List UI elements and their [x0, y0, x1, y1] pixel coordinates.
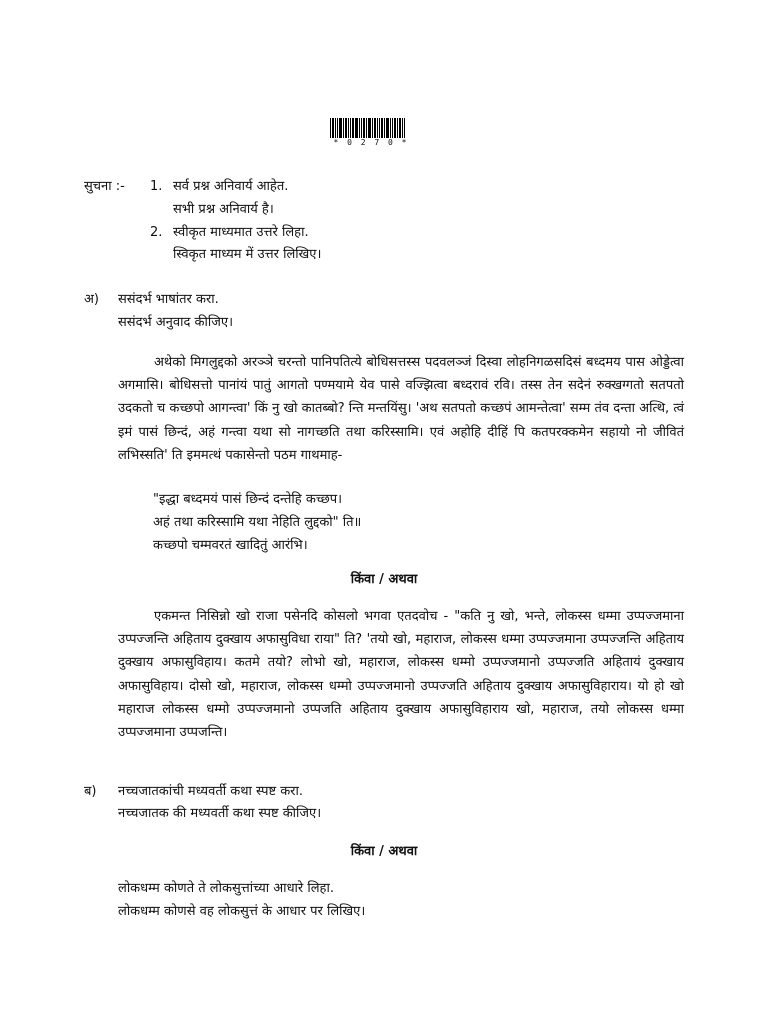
instruction-1-number: 1. — [150, 179, 163, 194]
pali-passage-2: एकमन्त निसिन्नो खो राजा पसेनदि कोसलो भगवा एतदवोच - "कति नु खो, भन्ते, लोकस्स धम्मा उप्पज्जमाना उप्पज्जन्ति अहिताय दुक्खाय अफासुविधा राया" ति? 'तयो खो, महाराज, लोकस्स धम्मा उप्पज्जमाना उप्पज्जन्ति अहिताय दुक्खाय अफासुविहाय। कतमे तयो? लोभो खो, महाराज, लोकस्स धम्मो उप्पज्जमानो उप्पज्जति अहितायं दुक्खाय अफासुविहाय। दोसो खो, महाराज, लोकस्स धम्मो उप्पज्जमानो उप्पज्जति अहिताय दुक्खाय अफासुविहाराय। यो हो खो महाराज लोकस्स धम्मो उप्पज्जमानो उप्पजति अहिताय दुक्खाय अफासुविहाराय खो, महाराज, तयो लोकस्स धम्मा उप्पज्जमाना उप्पजन्ति। — [118, 609, 684, 741]
pali-passage-1: अथेको मिगलुद्दको अरञ्ञे चरन्तो पानिपतित्ये बोधिसत्तस्स पदवलञ्जं दिस्वा लोहनिगळसदिसं बध्दमय पास ओड्डेत्वा अगमासि। बोधिसत्तो पानांयं पातुं आगतो पण्मयामे येव पासे वज्झित्वा बध्दरावं रवि। तस्स तेन सदेनं रुक्खग्गतो सतपतो उदकतो च कच्छपो आगन्त्वा' किं नु खो कातब्बो? न्ति मन्तयिंसु। 'अथ सतपतो कच्छपं आमन्तेत्वा' सम्म तंव दन्ता अत्थि, त्वं इमं पासं छिन्दं, अहं गन्त्वा यथा सो नागच्छति तथा करिस्सामि। एवं अहोहि दीहिं पि कतपरक्कमेन सहायो नो जीवितं लभिस्सति' ति इममत्थं पकासेन्तो पठम गाथमाह- — [118, 355, 684, 463]
or-divider-b: किंवा / अथवा — [350, 844, 418, 859]
question-b-hindi: नच्चजातक की मध्यवर्ती कथा स्पष्ट कीजिए। — [118, 806, 322, 821]
question-b-alt-hindi: लोकधम्म कोणसे वह लोकसुत्तं के आधार पर लिखिए। — [118, 904, 366, 919]
instruction-1-hindi: सभी प्रश्न अनिवार्य है। — [173, 202, 274, 217]
barcode-number: * 0 2 7 0 * — [333, 138, 409, 147]
instructions-label: सुचना :- — [84, 179, 125, 194]
verse-line-1: "इद्धा बध्दमयं पासं छिन्दं दन्तेहि कच्छप। — [153, 492, 343, 507]
or-divider-a: किंवा / अथवा — [350, 572, 418, 587]
verse-line-2: अहं तथा करिस्सामि यथा नेहिति लुद्दको" ति॥ — [153, 515, 362, 530]
instruction-1-marathi: सर्व प्रश्न अनिवार्य आहेत. — [173, 179, 289, 194]
instruction-2-hindi: स्विकृत माध्यम में उत्तर लिखिए। — [173, 247, 322, 262]
question-b-label: ब) — [84, 784, 97, 799]
question-a-hindi: ससंदर्भ अनुवाद कीजिए। — [118, 315, 234, 330]
question-a-label: अ) — [84, 292, 100, 307]
instruction-2-marathi: स्वीकृत माध्यमात उत्तरे लिहा. — [173, 225, 309, 240]
question-b-alt-marathi: लोकधम्म कोणते ते लोकसुत्तांच्या आधारे लिहा. — [118, 881, 334, 896]
verse-line-3: कच्छपो चम्मवरतं खादितुं आरंभि। — [153, 538, 308, 553]
question-a-marathi: ससंदर्भ भाषांतर करा. — [118, 292, 219, 307]
instruction-2-number: 2. — [150, 225, 163, 240]
barcode — [330, 118, 412, 138]
question-b-marathi: नच्चजातकांची मध्यवर्ती कथा स्पष्ट करा. — [118, 784, 303, 799]
